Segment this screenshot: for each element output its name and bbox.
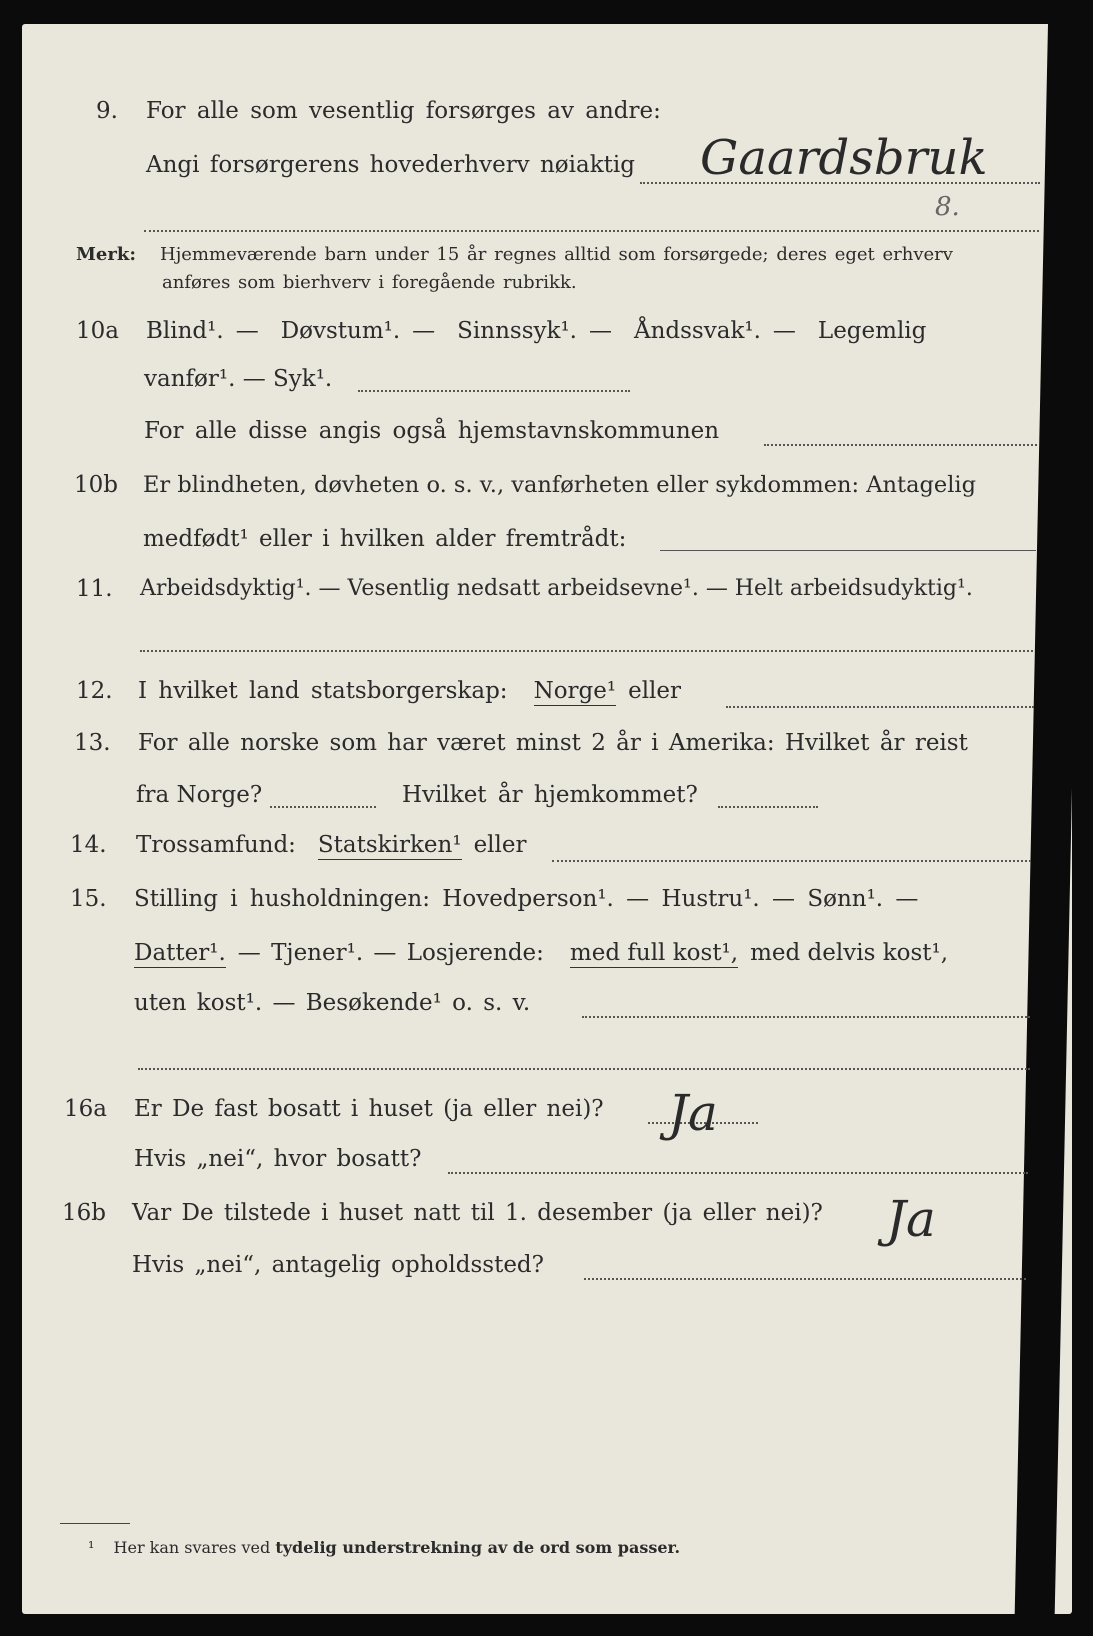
q16a-handwritten-answer: Ja bbox=[668, 1084, 718, 1142]
q16b-opholdssted: Hvis „nei“, antagelig opholdssted? bbox=[132, 1252, 544, 1278]
q11-line1 bbox=[0, 576, 1093, 608]
q13-reist: fra Norge? bbox=[136, 782, 263, 808]
q12-number: 12. bbox=[76, 678, 113, 704]
q10b-alder: medfødt¹ eller i hvilken alder fremtrådt: bbox=[143, 526, 627, 552]
merk-label: Merk: bbox=[76, 244, 136, 265]
q14-text bbox=[136, 832, 539, 860]
q16b-handwritten-answer: Ja bbox=[886, 1190, 936, 1248]
footnote bbox=[88, 1538, 680, 1557]
q9-handwritten-extra: 8. bbox=[935, 192, 960, 222]
q11-answer-line bbox=[140, 650, 1033, 652]
q10a-number: 10a bbox=[76, 318, 119, 344]
q9-handwritten-answer: Gaardsbruk bbox=[700, 130, 988, 186]
q14-answer-line bbox=[552, 860, 1031, 862]
q13-hjemkommet: Hvilket år hjemkommet? bbox=[402, 782, 698, 808]
q14-number: 14. bbox=[70, 832, 107, 858]
dash: — bbox=[588, 318, 612, 344]
q16b-text: Var De tilstede i huset natt til 1. desember (ja eller nei)? bbox=[132, 1200, 823, 1226]
q10b-number: 10b bbox=[74, 472, 118, 498]
option-sinnssyk: Sinnssyk¹. bbox=[457, 318, 577, 344]
q13-number: 13. bbox=[74, 730, 111, 756]
q11-number: 11. bbox=[76, 576, 113, 602]
q15-line2 bbox=[0, 940, 1093, 972]
q10b-text: Er blindheten, døvheten o. s. v., vanførheten eller sykdommen: Antagelig bbox=[143, 472, 976, 498]
q15-end: med delvis kost¹, bbox=[750, 940, 949, 966]
q12-text bbox=[138, 678, 693, 706]
q14-statskirken-underlined: Statskirken¹ bbox=[317, 832, 462, 858]
q13-hjemkommet-line bbox=[718, 806, 818, 808]
q12-suffix: eller bbox=[628, 678, 682, 704]
option-blind: Blind¹. bbox=[146, 318, 224, 344]
q9-second-line bbox=[144, 230, 1039, 232]
q13-line1 bbox=[0, 730, 1093, 762]
q10a-hjemstavn-line bbox=[764, 444, 1037, 446]
q16a-bosatt-line bbox=[448, 1172, 1028, 1174]
q9-text: For alle som vesentlig forsørges av andre: bbox=[146, 98, 661, 124]
q10a-vanfor: vanfør¹. — Syk¹. bbox=[144, 366, 333, 392]
q9-line1 bbox=[0, 98, 1093, 130]
merk-text2: anføres som bierhverv i foregående rubrikk. bbox=[162, 272, 577, 293]
footnote-rule bbox=[60, 1523, 130, 1524]
q13-line2 bbox=[0, 782, 1093, 814]
dash: — bbox=[412, 318, 436, 344]
q9-number: 9. bbox=[96, 98, 118, 124]
q10b-line1 bbox=[0, 472, 1093, 504]
footnote-text-b: tydelig understrekning av de ord som passer. bbox=[275, 1538, 681, 1557]
q12-norge-underlined: Norge¹ bbox=[533, 678, 617, 704]
q14-prefix: Trossamfund: bbox=[136, 832, 296, 858]
footnote-text-a: Her kan svares ved bbox=[113, 1538, 271, 1557]
q10a-line1 bbox=[0, 318, 1093, 350]
q11-text: Arbeidsdyktig¹. — Vesentlig nedsatt arbeidsevne¹. — Helt arbeidsudyktig¹. bbox=[140, 576, 973, 601]
q16b-number: 16b bbox=[62, 1200, 106, 1226]
q15-datter-underlined: Datter¹. bbox=[134, 940, 226, 966]
option-andssvak: Åndssvak¹. bbox=[633, 318, 761, 344]
q15-text3: uten kost¹. — Besøkende¹ o. s. v. bbox=[134, 990, 531, 1016]
merk-text1: Hjemmeværende barn under 15 år regnes alltid som forsørgede; deres eget erhverv bbox=[160, 244, 953, 265]
q16a-text: Er De fast bosatt i huset (ja eller nei)? bbox=[134, 1096, 604, 1122]
q16a-number: 16a bbox=[64, 1096, 107, 1122]
q10a-options bbox=[146, 318, 938, 344]
footnote-mark: ¹ bbox=[88, 1538, 95, 1557]
q10a-answer-line bbox=[358, 390, 630, 392]
q9-label: Angi forsørgerens hovederhverv nøiaktig bbox=[146, 152, 635, 178]
q16a-line1 bbox=[0, 1096, 1093, 1128]
dash: — bbox=[772, 318, 796, 344]
merk-line2 bbox=[0, 272, 1093, 304]
q13-text: For alle norske som har været minst 2 år i Amerika: Hvilket år reist bbox=[138, 730, 968, 756]
q14-suffix: eller bbox=[473, 832, 527, 858]
q10a-hjemstavn: For alle disse angis også hjemstavnskommunen bbox=[144, 418, 720, 444]
q15-second-line bbox=[138, 1068, 1030, 1070]
q10a-line2 bbox=[0, 366, 1093, 398]
option-dovstum: Døvstum¹. bbox=[280, 318, 401, 344]
q15-fullkost-underlined: med full kost¹, bbox=[569, 940, 739, 966]
dash: — bbox=[235, 318, 259, 344]
option-legemlig: Legemlig bbox=[817, 318, 927, 344]
q10b-line2 bbox=[0, 526, 1093, 558]
q16b-answer-line bbox=[584, 1278, 1026, 1280]
q13-reist-line bbox=[270, 806, 376, 808]
q15-mid: — Tjener¹. — Losjerende: bbox=[237, 940, 544, 966]
q10b-answer-line bbox=[660, 550, 1036, 551]
q15-line1 bbox=[0, 886, 1093, 918]
q16a-bosatt: Hvis „nei“, hvor bosatt? bbox=[134, 1146, 422, 1172]
q12-prefix: I hvilket land statsborgerskap: bbox=[138, 678, 508, 704]
q12-answer-line bbox=[726, 706, 1034, 708]
q15-number: 15. bbox=[70, 886, 107, 912]
q15-text2 bbox=[134, 940, 960, 968]
q15-text1: Stilling i husholdningen: Hovedperson¹. — Hustru¹. — Sønn¹. — bbox=[134, 886, 919, 912]
q15-answer-line bbox=[582, 1016, 1030, 1018]
